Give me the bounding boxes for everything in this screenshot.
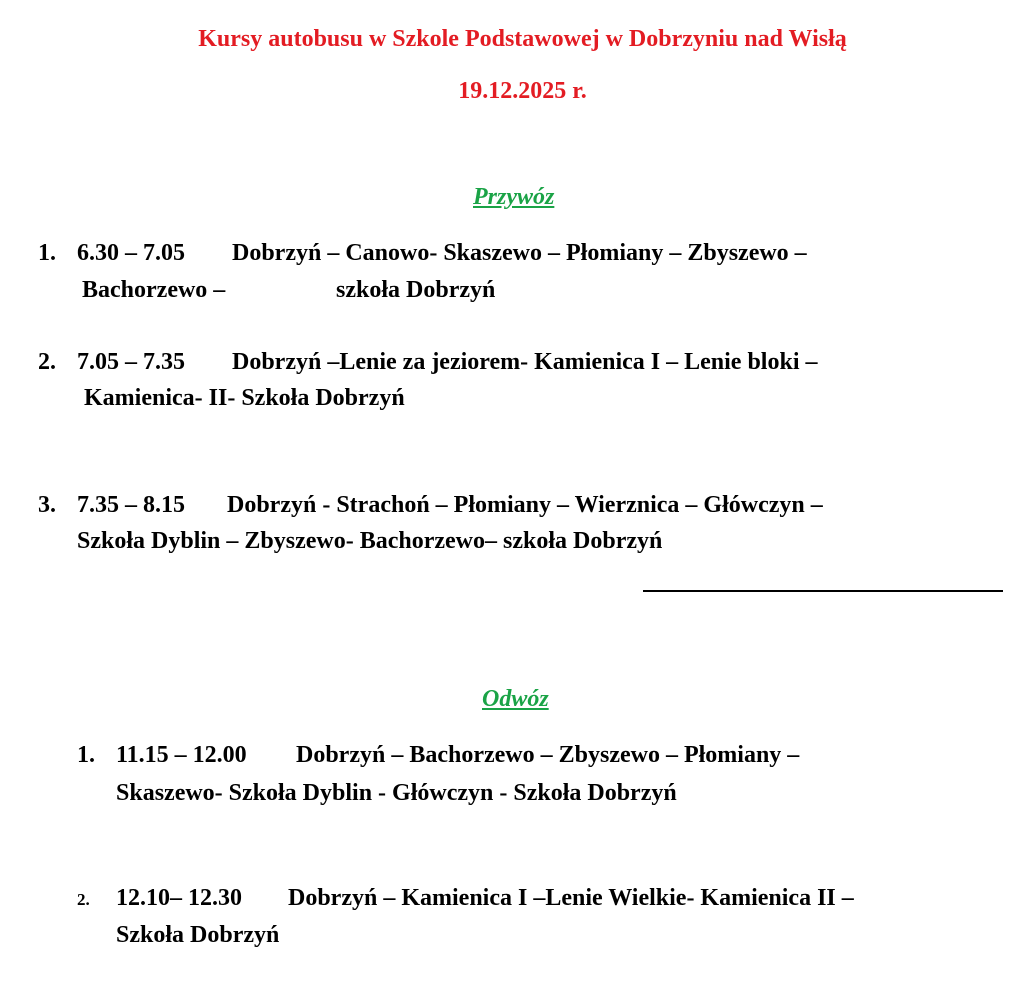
section-heading-odwoz: Odwóz <box>482 686 549 712</box>
route-stops: Dobrzyń – Canowo- Skaszewo – Płomiany – Zbyszewo – <box>232 240 807 266</box>
list-item-number: 1. <box>77 742 95 768</box>
route-time: 11.15 – 12.00 <box>116 742 247 768</box>
route-destination: szkoła Dobrzyń <box>336 277 496 303</box>
list-item-number: 1. <box>38 240 56 266</box>
route-time: 12.10– 12.30 <box>116 885 242 911</box>
page-title: Kursy autobusu w Szkole Podstawowej w Dobrzyniu nad Wisłą <box>198 26 847 52</box>
route-stops: Dobrzyń –Lenie za jeziorem- Kamienica I – Lenie bloki – <box>232 349 818 375</box>
route-stops: Dobrzyń – Bachorzewo – Zbyszewo – Płomiany – <box>296 742 800 768</box>
page-date: 19.12.2025 r. <box>458 78 587 104</box>
route-stops-cont: Kamienica- II- Szkoła Dobrzyń <box>84 385 405 411</box>
separator-line <box>643 590 1003 592</box>
list-item-number: 2. <box>38 349 56 375</box>
route-stops-cont: Skaszewo- Szkoła Dyblin - Główczyn - Szkoła Dobrzyń <box>116 780 677 806</box>
section-heading-przywoz: Przywóz <box>473 184 555 210</box>
route-stops: Dobrzyń – Kamienica I –Lenie Wielkie- Kamienica II – <box>288 885 854 911</box>
list-item-number: 2. <box>77 890 90 909</box>
route-time: 6.30 – 7.05 <box>77 240 185 266</box>
route-stops-cont: Bachorzewo – <box>82 277 226 303</box>
route-time: 7.05 – 7.35 <box>77 349 185 375</box>
route-stops-cont: Szkoła Dobrzyń <box>116 922 280 948</box>
route-stops: Dobrzyń - Strachoń – Płomiany – Wierznica – Główczyn – <box>227 492 823 518</box>
list-item-number: 3. <box>38 492 56 518</box>
route-time: 7.35 – 8.15 <box>77 492 185 518</box>
route-stops-cont: Szkoła Dyblin – Zbyszewo- Bachorzewo– szkoła Dobrzyń <box>77 528 663 554</box>
